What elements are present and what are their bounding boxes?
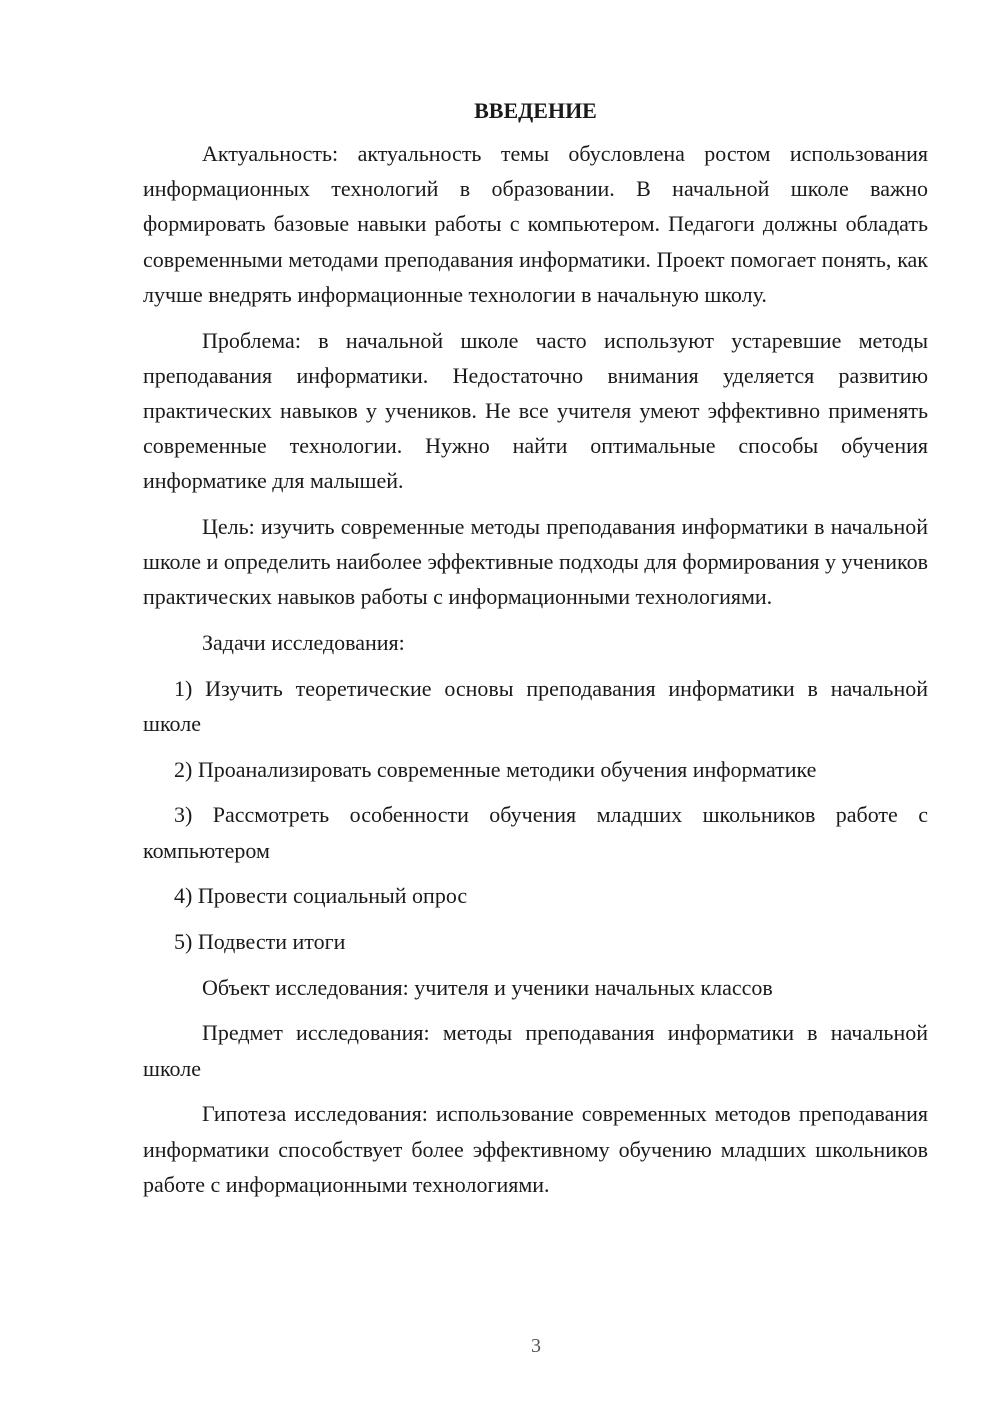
task-item: 1) Изучить теоретические основы преподавания информатики в начальной школе <box>143 675 928 737</box>
task-item: 2) Проанализировать современные методики обучения информатике <box>174 756 817 782</box>
paragraph-goal: Цель: изучить современные методы преподавания информатики в начальной школе и определить наиболее эффективные подходы для формирования у учеников практических навыков работы с информационными технологиями. <box>143 514 928 610</box>
page-number: 3 <box>531 1335 541 1357</box>
task-item: 5) Подвести итоги <box>174 929 346 955</box>
paragraph-hypothesis: Гипотеза исследования: использование современных методов преподавания информатики способствует более эффективному обучению младших школьников работе с информационными технологиями. <box>143 1101 928 1197</box>
paragraph-object: Объект исследования: учителя и ученики начальных классов <box>202 974 773 1000</box>
task-item: 4) Провести социальный опрос <box>174 883 468 909</box>
paragraph-relevance: Актуальность: актуальность темы обусловлена ростом использования информационных технологий в образовании. В начальной школе важно формировать базовые навыки работы с компьютером. Педагоги должны обладать современными методами преподавания информатики. Проект помогает понять, как лучше внедрять информационные технологии в начальную школу. <box>143 141 928 307</box>
paragraph-problem: Проблема: в начальной школе часто используют устаревшие методы преподавания информатики. Недостаточно внимания уделяется развитию практических навыков у учеников. Не все учителя умеют эффективно применять современные технологии. Нужно найти оптимальные способы обучения информатике для малышей. <box>143 327 928 494</box>
paragraph-subject: Предмет исследования: методы преподавания информатики в начальной школе <box>143 1020 928 1081</box>
task-item: 3) Рассмотреть особенности обучения младших школьников работе с компьютером <box>143 802 928 863</box>
page-title: ВВЕДЕНИЕ <box>474 98 597 123</box>
paragraph-tasks-heading: Задачи исследования: <box>202 630 405 656</box>
page-content <box>143 96 928 1212</box>
